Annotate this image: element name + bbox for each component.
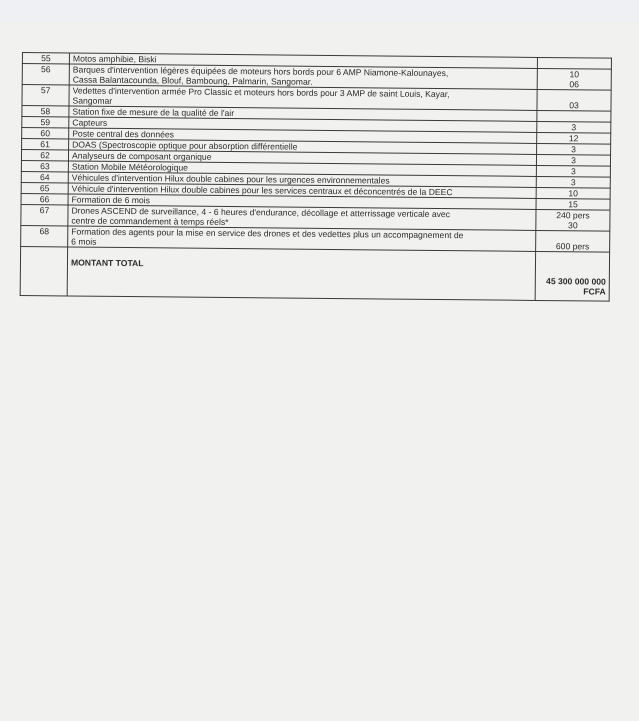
row-number: 60: [22, 128, 69, 139]
row-quantity: 10 06: [537, 68, 611, 90]
viewer-top-bar: [0, 0, 639, 23]
row-quantity: 15: [536, 198, 610, 210]
row-quantity: 240 pers 30: [536, 209, 610, 231]
row-quantity: 03: [537, 89, 611, 111]
row-description: Formation des agents pour la mise en service des drones et des vedettes plus un accompagnement de 6 mois: [68, 226, 536, 251]
total-label: MONTANT TOTAL: [67, 247, 535, 300]
equipment-table: [20, 52, 612, 302]
row-description: Motos amphibie, Biski: [69, 53, 537, 68]
row-description: Analyseurs de composant organique: [68, 150, 536, 165]
row-description: Véhicule d'intervention Hilux double cabines pour les services centraux et déconcentrés de la DEEC: [68, 183, 536, 198]
row-number: 55: [22, 53, 69, 64]
row-quantity: 3: [536, 165, 610, 177]
row-number: 66: [21, 193, 68, 204]
row-description: Vedettes d'intervention armée Pro Classic et moteurs hors bords pour 3 AMP de saint Louis, Kayar, Sangomar: [69, 85, 537, 110]
row-description: Station Mobile Météorologique: [68, 161, 536, 176]
row-quantity: 3: [537, 143, 611, 155]
row-number: 64: [21, 171, 68, 182]
row-description: Station fixe de mesure de la qualité de l'air: [69, 106, 537, 121]
row-number: 56: [22, 64, 69, 85]
row-number: 68: [21, 225, 68, 246]
row-number: 63: [21, 160, 68, 171]
row-quantity: 3: [536, 176, 610, 188]
row-number: 67: [21, 204, 68, 225]
total-number-cell: [20, 246, 67, 295]
total-amount: 45 300 000 000 FCFA: [535, 251, 609, 301]
row-number: 58: [22, 106, 69, 117]
equipment-table-body: [21, 53, 612, 253]
row-quantity: 10: [536, 187, 610, 199]
row-description: Poste central des données: [69, 128, 537, 143]
row-description: Barques d'intervention légères équipées de moteurs hors bords pour 6 AMP Niamone-Kalounayes, Cassa Balantacounda, Blouf, Bamboung, Palmarin, Sangomar.: [69, 64, 537, 89]
row-quantity: 3: [536, 154, 610, 166]
row-quantity: [537, 110, 611, 122]
row-number: 59: [22, 117, 69, 128]
row-quantity: 600 pers: [536, 230, 610, 252]
row-description: Formation de 6 mois: [68, 194, 536, 209]
row-description: DOAS (Spectroscopie optique pour absorption différentielle: [69, 139, 537, 154]
row-number: 57: [22, 85, 69, 106]
row-number: 62: [21, 150, 68, 161]
row-number: 61: [22, 139, 69, 150]
row-description: Drones ASCEND de surveillance, 4 - 6 heures d'endurance, décollage et atterrissage verticale avec centre de commandement à temps réels*: [68, 205, 536, 230]
total-row: [20, 246, 609, 301]
row-description: Véhicules d'intervention Hilux double cabines pour les urgences environnementales: [68, 172, 536, 187]
row-number: 65: [21, 182, 68, 193]
row-description: Capteurs: [69, 117, 537, 132]
row-quantity: 3: [537, 121, 611, 133]
row-quantity: [537, 57, 611, 69]
row-quantity: 12: [537, 132, 611, 144]
